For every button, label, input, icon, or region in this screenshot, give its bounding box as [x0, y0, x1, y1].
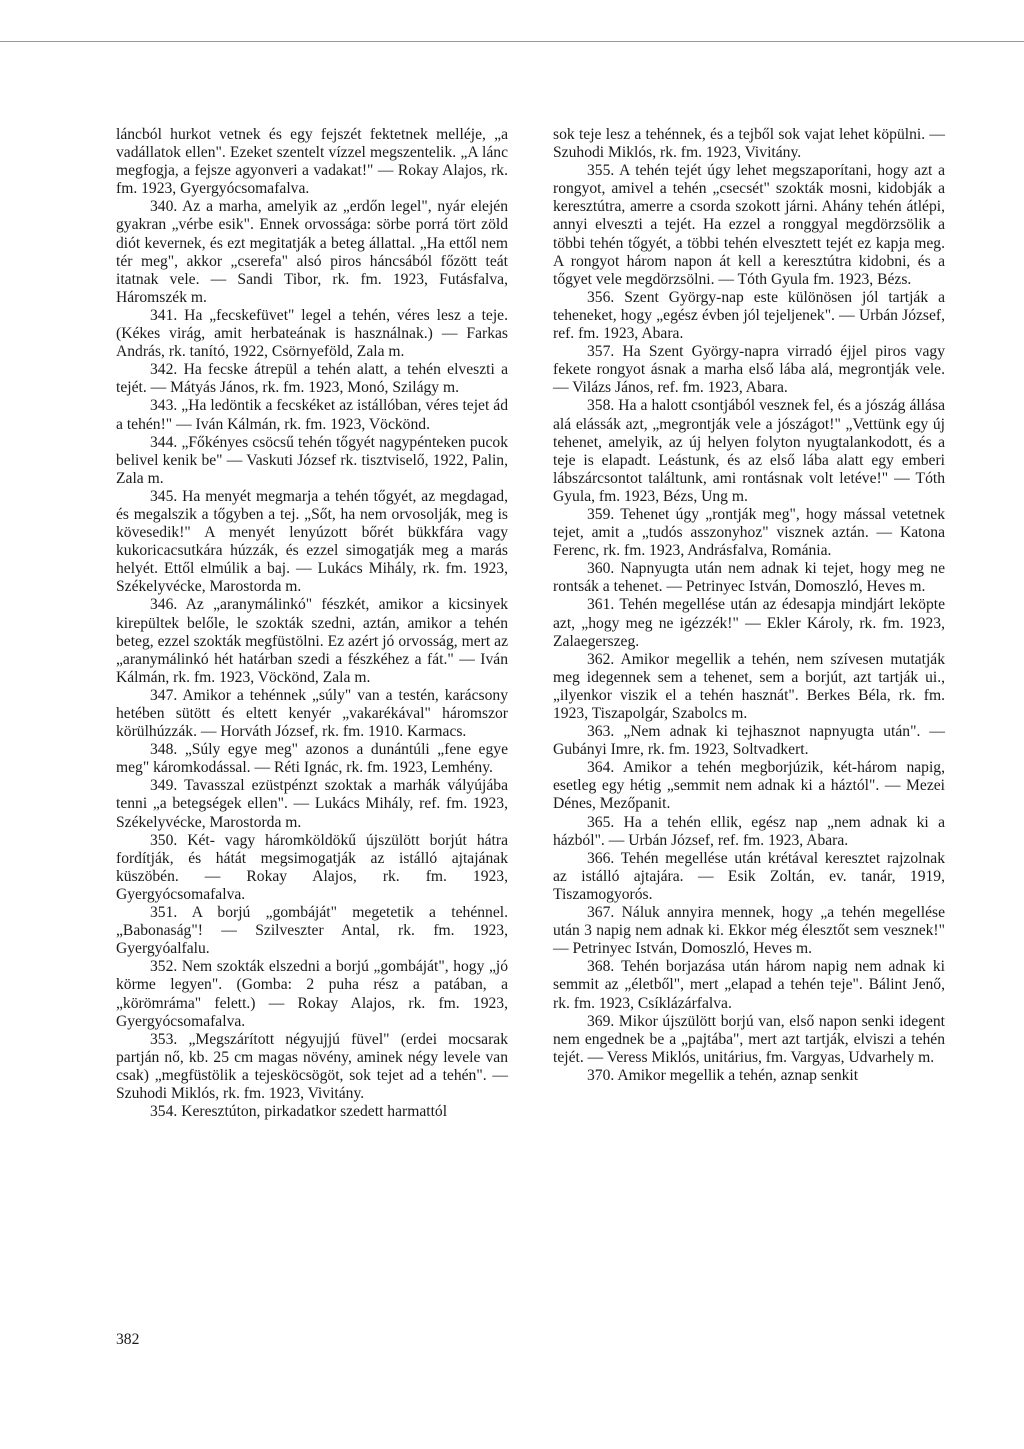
paragraph: 370. Amikor megellik a tehén, aznap senkit [587, 1066, 859, 1084]
left-column [116, 126, 508, 1121]
paragraph: 365. Ha a tehén ellik, egész nap „nem adnak ki a házból". — Urbán József, ref. fm. 1923, Abara. [553, 813, 945, 849]
paragraph: 364. Amikor a tehén megborjúzik, két-három napig, esetleg egy hétig „semmit nem adnak ki a háztól". — Mezei Dénes, Mezőpanit. [553, 759, 945, 813]
paragraph: 362. Amikor megellik a tehén, nem szívesen mutatják meg idegennek sem a tehenet, sem a borjút, azt tartják ui., „ilyenkor viszik el a tehén hasznát". Berkes Béla, rk. fm. 1923, Tiszapolgár, Szabolcs m. [553, 650, 945, 722]
paragraph: 348. „Súly egye meg" azonos a dunántúli „fene egye meg" káromkodással. — Réti Ignác, rk. fm. 1923, Lemhény. [116, 741, 508, 777]
paragraph: 340. Az a marha, amelyik az „erdőn legel", nyár elején gyakran „vérbe esik". Ennek orvossága: sörbe porrá tört zöld diót kevernek, és ezt megitatják a beteg állattal. „Ha ettől nem tér meg", akkor „cserefa" alsó piros háncsából főzött teát itatnak vele. — Sandi Tibor, rk. fm. 1923, Futásfalva, Háromszék m. [116, 198, 508, 306]
paragraph: 354. Keresztúton, pirkadatkor szedett harmattól [150, 1103, 448, 1121]
paragraph: 353. „Megszárított négyujjú füvel" (erdei mocsarak partján nő, kb. 25 cm magas növény, aminek négy levele van csak) „megfüstölik a tejesköcsögöt, sok tejet ad a tehén". — Szuhodi Miklós, rk. fm. 1923, Vivitány. [116, 1030, 508, 1102]
paragraph: 357. Ha Szent György-napra virradó éjjel piros vagy fekete rongyot ásnak a marha első lába alá, megrontják vele. — Vilázs János, ref. fm. 1923, Abara. [553, 343, 945, 397]
paragraph: 345. Ha menyét megmarja a tehén tőgyét, az megdagad, és megalszik a tőgyben a tej. „Sőt, ha nem orvosolják, meg is kövesedik!" A menyét lenyúzott bőrét bükkfára vagy kukoricacsutkára húzzák, és ezzel simogatják meg a marás helyét. Ettől elmúlik a baj. — Lukács Mihály, rk. fm. 1923, Székelyvécke, Marostorda m. [116, 487, 508, 596]
paragraph: 346. Az „aranymálinkó" fészkét, amikor a kicsinyek kirepültek belőle, le szokták szedni, aztán, amikor a tehén beteg, ezzel szokták megfüstölni. Ez azért jó orvosság, mert az „aranymálinkó hét határban szedi a fészkéhez a fát." — Iván Kálmán, rk. fm. 1923, Vöckönd, Zala m. [116, 596, 508, 686]
paragraph: 358. Ha a halott csontjából vesznek fel, és a jószág állása alá elássák azt, „megrontják vele a jószágot!" „Vettünk egy új tehenet, amelyik, az új helyen folyton nyugtalankodott, és a teje is elapadt. Leástunk, és az első lába alatt egy emberi lábszárcsontot találtunk, ami rontásnak volt letéve!" — Tóth Gyula, fm. 1923, Bézs, Ung m. [553, 397, 945, 505]
paragraph: 343. „Ha ledöntik a fecskéket az istállóban, véres tejet ád a tehén!" — Iván Kálmán, rk. fm. 1923, Vöckönd. [116, 397, 508, 433]
paragraph: 352. Nem szokták elszedni a borjú „gombáját", hogy „jó körme legyen". (Gomba: 2 puha rész a patában, a „körömráma" felett.) — Rokay Alajos, rk. fm. 1923, Gyergyócsomafalva. [116, 958, 508, 1030]
paragraph: láncból hurkot vetnek és egy fejszét fektetnek melléje, „a vadállatok ellen". Ezeket szentelt vízzel megszentelik. „A lánc megfogja, a fejsze agyonveri a vadakat!" — Rokay Alajos, rk. fm. 1923, Gyergyócsomafalva. [116, 126, 508, 198]
top-rule [0, 41, 1024, 42]
paragraph: sok teje lesz a tehénnek, és a tejből sok vajat lehet köpülni. — Szuhodi Miklós, rk. fm. 1923, Vivitány. [553, 126, 945, 162]
right-column [553, 126, 945, 1085]
paragraph: 360. Napnyugta után nem adnak ki tejet, hogy meg ne rontsák a tehenet. — Petrinyec István, Domoszló, Heves m. [553, 560, 945, 596]
page-number: 382 [116, 1331, 140, 1348]
paragraph: 356. Szent György-nap este különösen jól tartják a teheneket, hogy „egész évben jól tejeljenek". — Urbán József, ref. fm. 1923, Abara. [553, 288, 945, 343]
paragraph: 359. Tehenet úgy „rontják meg", hogy mással vetetnek tejet, amit a „tudós asszonyhoz" visznek aztán. — Katona Ferenc, rk. fm. 1923, Andrásfalva, Románia. [553, 505, 945, 560]
paragraph: 347. Amikor a tehénnek „súly" van a testén, karácsony hetében sütött és eltett kenyér „vakarékával" háromszor körülhúzzák. — Horváth József, rk. fm. 1910. Karmacs. [116, 686, 508, 741]
paragraph: 344. „Főkényes csöcsű tehén tőgyét nagypénteken pucok belivel kenik be" — Vaskuti József rk. tisztviselő, 1922, Palin, Zala m. [116, 433, 508, 487]
paragraph: 369. Mikor újszülött borjú van, első napon senki idegent nem engednek be a „pajtába", mert azt tartják, elviszi a tehén tejét. — Veress Miklós, unitárius, fm. Vargyas, Udvarhely m. [553, 1012, 945, 1066]
paragraph: 366. Tehén megellése után krétával keresztet rajzolnak az istálló ajtajára. — Esik Zoltán, ev. tanár, 1919, Tiszamogyorós. [553, 849, 945, 903]
paragraph: 342. Ha fecske átrepül a tehén alatt, a tehén elveszti a tejét. — Mátyás János, rk. fm. 1923, Monó, Szilágy m. [116, 361, 508, 397]
paragraph: 351. A borjú „gombáját" megetetik a tehénnel. „Babonaság"! — Szilveszter Antal, rk. fm. 1923, Gyergyóalfalu. [116, 904, 508, 958]
paragraph: 368. Tehén borjazása után három napig nem adnak ki semmit az „életből", mert „elapad a tehén teje". Bálint Jenő, rk. fm. 1923, Csíklázárfalva. [553, 958, 945, 1012]
paragraph: 341. Ha „fecskefüvet" legel a tehén, véres lesz a teje. (Kékes virág, amit herbateának is használnak.) — Farkas András, rk. tanító, 1922, Csörnyeföld, Zala m. [116, 306, 508, 361]
paragraph: 350. Két- vagy háromköldökű újszülött borjút hátra fordítják, és hátát megsimogatják az istálló ajtajának küszöbén. — Rokay Alajos, rk. fm. 1923, Gyergyócsomafalva. [116, 831, 508, 903]
paragraph: 363. „Nem adnak ki tejhasznot napnyugta után". — Gubányi Imre, rk. fm. 1923, Soltvadkert. [553, 723, 945, 759]
paragraph: 349. Tavasszal ezüstpénzt szoktak a marhák vályújába tenni „a betegségek ellen". — Lukács Mihály, ref. fm. 1923, Székelyvécke, Marostorda m. [116, 777, 508, 831]
paragraph: 367. Náluk annyira mennek, hogy „a tehén megellése után 3 napig nem adnak ki. Ekkor még élesztőt sem vesznek!" — Petrinyec István, Domoszló, Heves m. [553, 904, 945, 958]
paragraph: 361. Tehén megellése után az édesapja mindjárt leköpte azt, „hogy meg ne igézzék!" — Ekler Károly, rk. fm. 1923, Zalaegerszeg. [553, 596, 945, 650]
paragraph: 355. A tehén tejét úgy lehet megszaporítani, hogy azt a rongyot, amivel a tehén „csecsét" szokták mosni, kidobják a keresztútra, amerre a csorda szokott járni. Ahány tehén átlépi, annyi elveszti a tejét. Ha ezzel a ronggyal megdörzsölik a többi tehén tőgyét, a többi tehén elvesztett tejét ez kapja meg. A rongyot három napon át kell a keresztútra kidobni, és a tőgyet vele megdörzsölni. — Tóth Gyula fm. 1923, Bézs. [553, 162, 945, 288]
